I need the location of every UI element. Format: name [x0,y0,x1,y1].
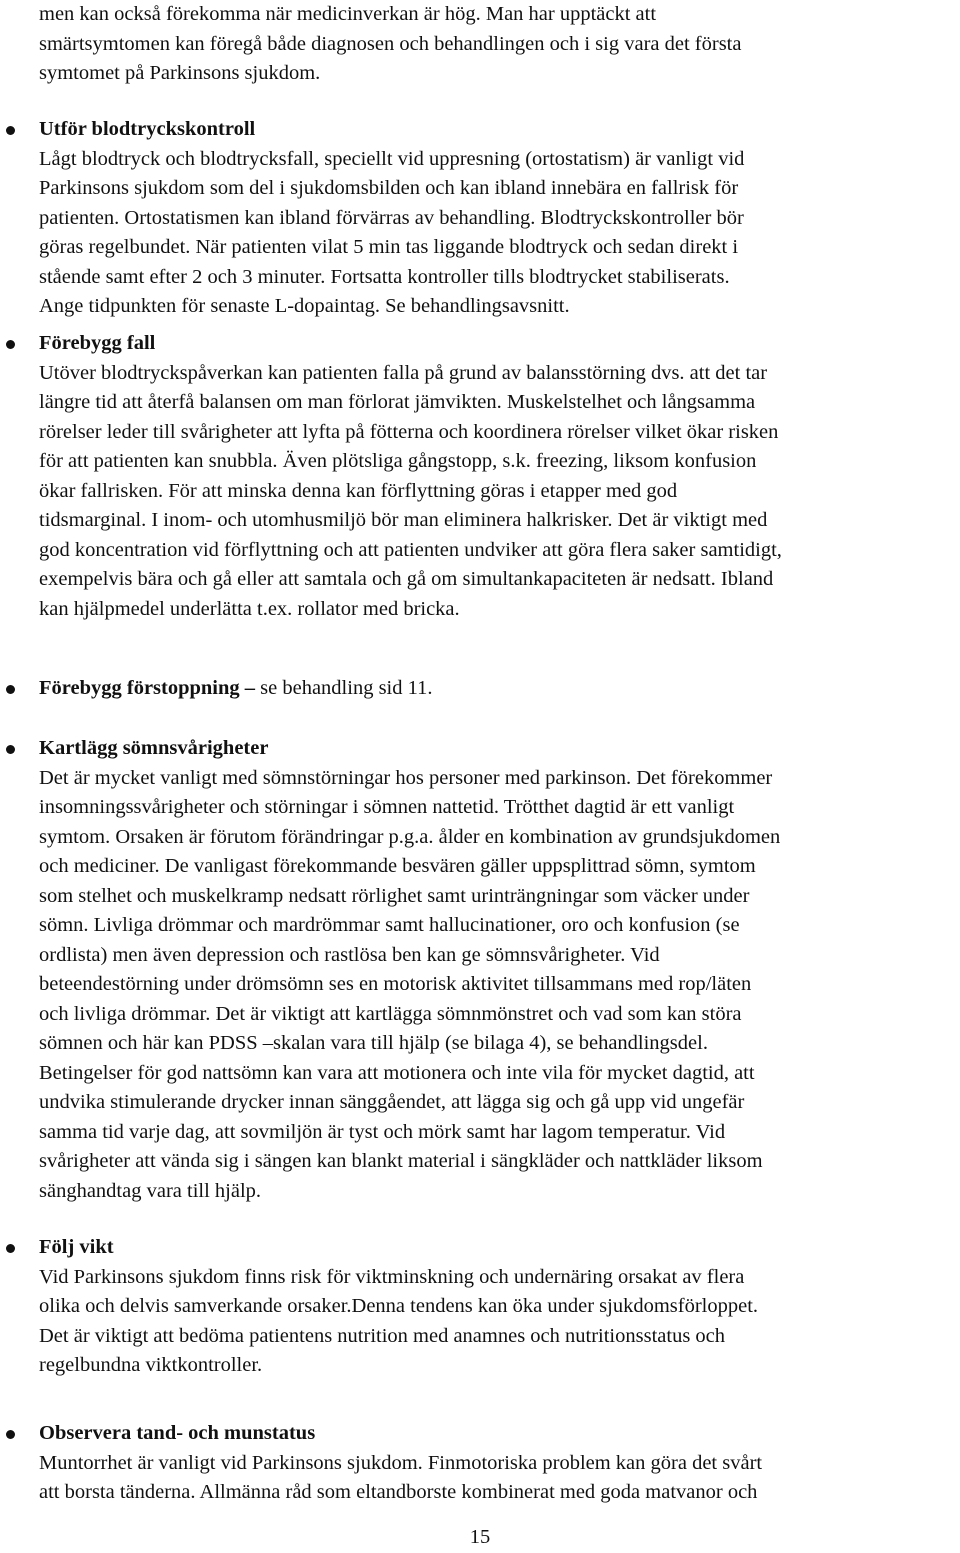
text-line: och mediciner. De vanligast förekommande besvären gäller uppsplittrad sömn, symtom [39,855,756,877]
section-somn [39,734,954,1206]
text-line: god koncentration vid förflyttning och att patienten undviker att göra flera saker samtidigt, [39,538,782,561]
text-line: göras regelbundet. När patienten vilat 5 min tas liggande blodtryck och sedan direkt i [39,236,739,258]
section-forstoppning [39,674,954,704]
text-line: längre tid att återfå balansen om man förlorat jämvikten. Muskelstelhet och långsamma [39,391,756,413]
section-blodtryck [39,115,954,322]
text-line: patienten. Ortostatismen kan ibland förvärras av behandling. Blodtryckskontroller bör [39,206,744,229]
section-heading: Följ vikt [39,1236,114,1258]
text-line: Muntorrhet är vanligt vid Parkinsons sjukdom. Finmotoriska problem kan göra det svårt [39,1451,763,1474]
text-line: beteendestörning under drömsömn ses en motorisk aktivitet tillsammans med rop/läten [39,973,752,995]
section-heading: Förebygg fall [39,332,156,354]
text-line: smärtsymtomen kan föregå både diagnosen och behandlingen och i sig vara det första [39,32,742,55]
text-line: Det är mycket vanligt med sömnstörningar hos personer med parkinson. Det förekommer [39,766,773,789]
text-line: Utöver blodtryckspåverkan kan patienten falla på grund av balansstörning dvs. att det tar [39,361,768,384]
text-line: rörelser leder till svårigheter att lyfta på fötterna och koordinera rörelser vilket ökar risken [39,420,779,443]
text-line: Det är viktigt att bedöma patientens nutrition med anamnes och nutritionsstatus och [39,1324,726,1347]
section-fall [39,329,954,624]
text-line: Parkinsons sjukdom som del i sjukdomsbilden och kan ibland innebära en fallrisk för [39,177,739,199]
bullet-icon [6,126,15,135]
text-line: att borsta tänderna. Allmänna råd som eltandborste kombinerat med goda matvanor och [39,1481,758,1503]
text-line: regelbundna viktkontroller. [39,1354,263,1376]
section-heading-suffix: se behandling sid 11. [260,677,433,699]
intro-paragraph [39,0,954,89]
text-line: exempelvis bära och gå eller att samtala och gå om simultankapaciteten är nedsatt. Ibland [39,568,774,590]
section-heading: Utför blodtryckskontroll [39,118,256,140]
text-line: kan hjälpmedel underlätta t.ex. rollator med bricka. [39,597,460,620]
text-line: samma tid varje dag, att sovmiljön är tyst och mörk samt har lagom temperatur. Vid [39,1120,726,1143]
text-line: tidsmarginal. I inom- och utomhusmiljö bör man eliminera halkrisker. Det är viktigt med [39,509,768,531]
text-line: Betingelser för god nattsömn kan vara att motionera och inte vila för mycket dagtid, att [39,1061,755,1084]
text-line: svårigheter att vända sig i sängen kan blankt material i sängkläder och nattkläder liksom [39,1150,763,1172]
section-vikt [39,1233,954,1381]
text-line: undvika stimulerande drycker innan sänggåendet, att lägga sig och gå upp vid ungefär [39,1091,745,1113]
text-line: ökar fallrisken. För att minska denna kan förflyttning göras i etapper med god [39,479,678,502]
section-heading: Observera tand- och munstatus [39,1422,316,1444]
text-line: insomningssvårigheter och störningar i sömnen nattetid. Trötthet dagtid är ett vanligt [39,796,735,818]
text-line: men kan också förekomma när medicinverkan är hög. Man har upptäckt att [39,3,657,25]
text-line: sömn. Livliga drömmar och mardrömmar samt hallucinationer, oro och konfusion (se [39,914,740,936]
text-line: olika och delvis samverkande orsaker.Denna tendens kan öka under sjukdomsförloppet. [39,1295,759,1317]
bullet-icon [6,1244,15,1253]
text-line: Vid Parkinsons sjukdom finns risk för viktminskning och undernäring orsakat av flera [39,1265,745,1288]
bullet-icon [6,340,15,349]
text-line: Ange tidpunkten för senaste L-dopaintag. Se behandlingsavsnitt. [39,295,570,317]
text-line: och livliga drömmar. Det är viktigt att kartlägga sömnmönstret och vad som kan störa [39,1002,742,1025]
page-number: 15 [469,1526,491,1548]
bullet-icon [6,685,15,694]
text-line: för att patienten kan snubbla. Även plötsliga gångstopp, s.k. freezing, liksom konfusion [39,450,757,472]
section-heading-line [39,674,954,704]
text-line: symtom. Orsaken är förutom förändringar p.g.a. ålder en kombination av grundsjukdomen [39,825,781,848]
text-line: stående samt efter 2 och 3 minuter. Fortsatta kontroller tills blodtrycket stabiliserats. [39,265,730,288]
section-tand [39,1419,954,1508]
section-heading: Förebygg förstoppning – [39,677,261,699]
text-line: sänghandtag vara till hjälp. [39,1179,262,1202]
text-line: Lågt blodtryck och blodtrycksfall, speciellt vid uppresning (ortostatism) är vanligt vid [39,147,745,170]
text-line: ordlista) men även depression och rastlösa ben kan ge sömnsvårigheter. Vid [39,943,660,966]
text-line: symtomet på Parkinsons sjukdom. [39,62,321,84]
section-heading: Kartlägg sömnsvårigheter [39,737,269,759]
bullet-icon [6,745,15,754]
bullet-icon [6,1430,15,1439]
text-line: sömnen och här kan PDSS –skalan vara till hjälp (se bilaga 4), se behandlingsdel. [39,1032,708,1054]
text-line: som stelhet och muskelkramp nedsatt rörlighet samt urinträngningar som väcker under [39,884,750,907]
